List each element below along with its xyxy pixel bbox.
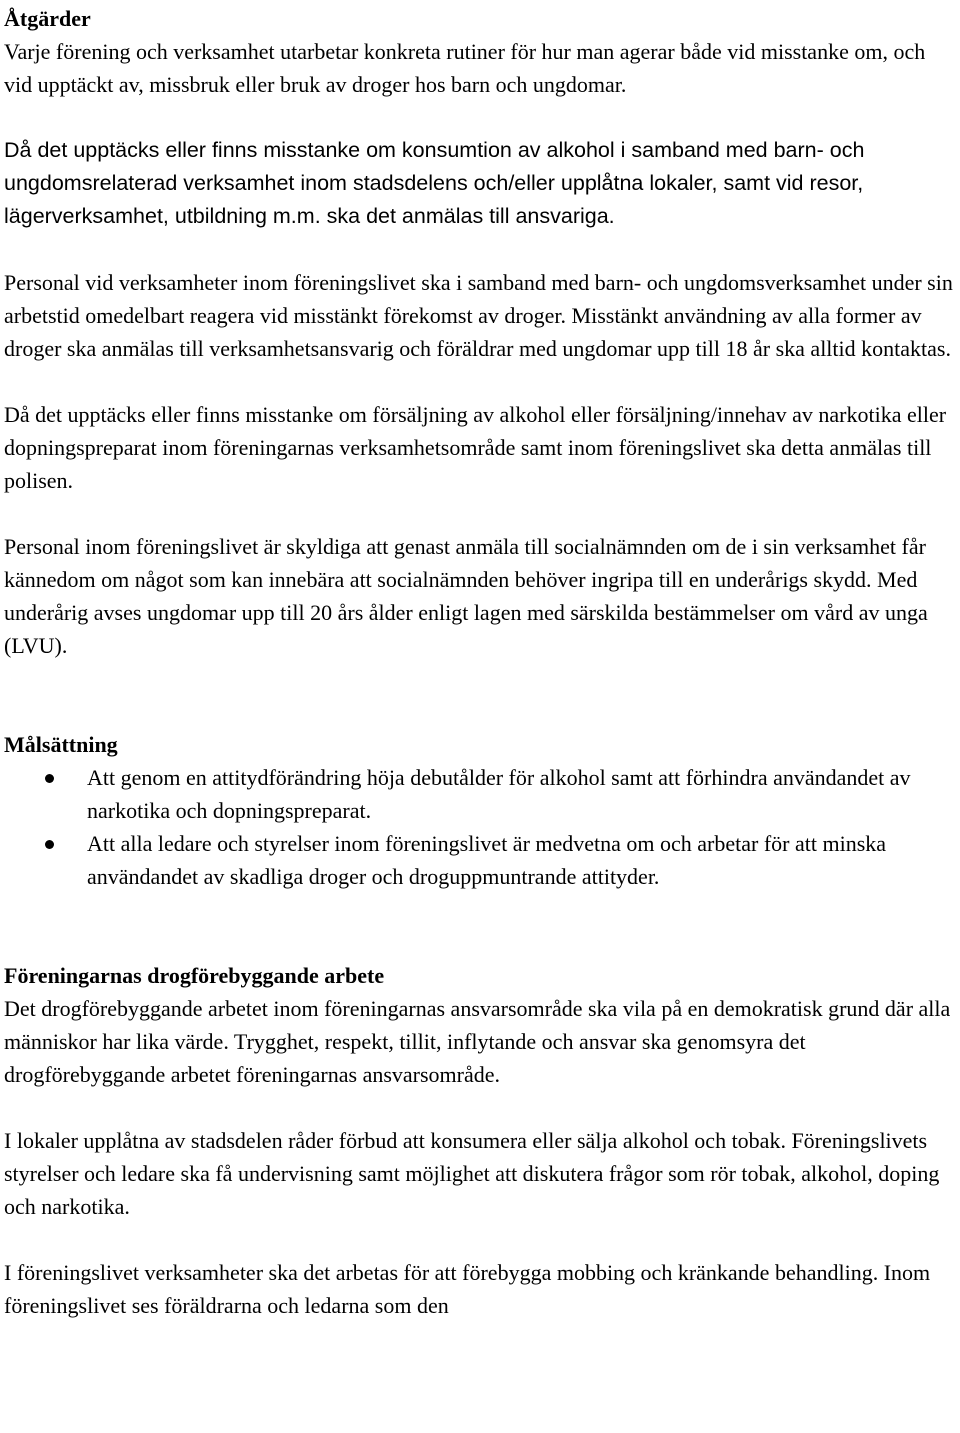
paragraph-drogforebyggande-2: I lokaler upplåtna av stadsdelen råder förbud att konsumera eller sälja alkohol och tobak. Föreningslivets styrelser och ledare ska få undervisning samt möjlighet att diskutera frågor som rör tobak, alkohol, doping och narkotika. [4,1128,940,1219]
list-item [4,827,956,893]
document-page [4,2,956,1322]
heading-malsattning: Målsättning [4,732,118,757]
bullet-icon [45,774,54,783]
paragraph-drogforebyggande-3: I föreningslivet verksamheter ska det arbetas för att förebygga mobbing och kränkande behandling. Inom föreningslivet ses föräldrarna och ledarna som den [4,1260,931,1318]
paragraph-drogforebyggande-1: Det drogförebyggande arbetet inom föreningarnas ansvarsområde ska vila på en demokratisk grund där alla människor har lika värde. Trygghet, respekt, tillit, inflytande och ansvar ska genomsyra det drogförebyggande arbetet föreningarnas ansvarsområde. [4,996,951,1087]
heading-atgarder: Åtgärder [4,6,91,31]
paragraph-atgarder-1: Varje förening och verksamhet utarbetar konkreta rutiner för hur man agerar både vid misstanke om, och vid upptäckt av, missbruk eller bruk av droger hos barn och ungdomar. [4,39,926,97]
paragraph-atgarder-2: Då det upptäcks eller finns misstanke om konsumtion av alkohol i samband med barn- och ungdomsrelaterad verksamhet inom stadsdelens och/eller upplåtna lokaler, samt vid resor, lägerverksamhet, utbildning m.m. ska det anmälas till ansvariga. [4,138,865,228]
goal-text-1: Att genom en attitydförändring höja debutålder för alkohol samt att förhindra användandet av narkotika och dopningspreparat. [87,765,911,823]
bullet-icon [45,840,54,849]
heading-drogforebyggande: Föreningarnas drogförebyggande arbete [4,963,385,988]
paragraph-atgarder-3: Personal vid verksamheter inom föreningslivet ska i samband med barn- och ungdomsverksamhet under sin arbetstid omedelbart reagera vid misstänkt förekomst av droger. Misstänkt användning av alla former av droger ska anmälas till verksamhetsansvarig och föräldrar med ungdomar upp till 18 år ska alltid kontaktas. [4,270,953,361]
list-item [4,761,956,827]
goal-text-2: Att alla ledare och styrelser inom föreningslivet är medvetna om och arbetar för att minska användandet av skadliga droger och droguppmuntrande attityder. [87,831,887,889]
paragraph-atgarder-5: Personal inom föreningslivet är skyldiga att genast anmäla till socialnämnden om de i sin verksamhet får kännedom om något som kan innebära att socialnämnden behöver ingripa till en underårigs skydd. Med underårig avses ungdomar upp till 20 års ålder enligt lagen med särskilda bestämmelser om vård av unga (LVU). [4,534,928,658]
paragraph-atgarder-4: Då det upptäcks eller finns misstanke om försäljning av alkohol eller försäljning/innehav av narkotika eller dopningspreparat inom föreningarnas verksamhetsområde samt inom föreningslivet ska detta anmälas till polisen. [4,402,947,493]
goals-list [4,761,956,893]
